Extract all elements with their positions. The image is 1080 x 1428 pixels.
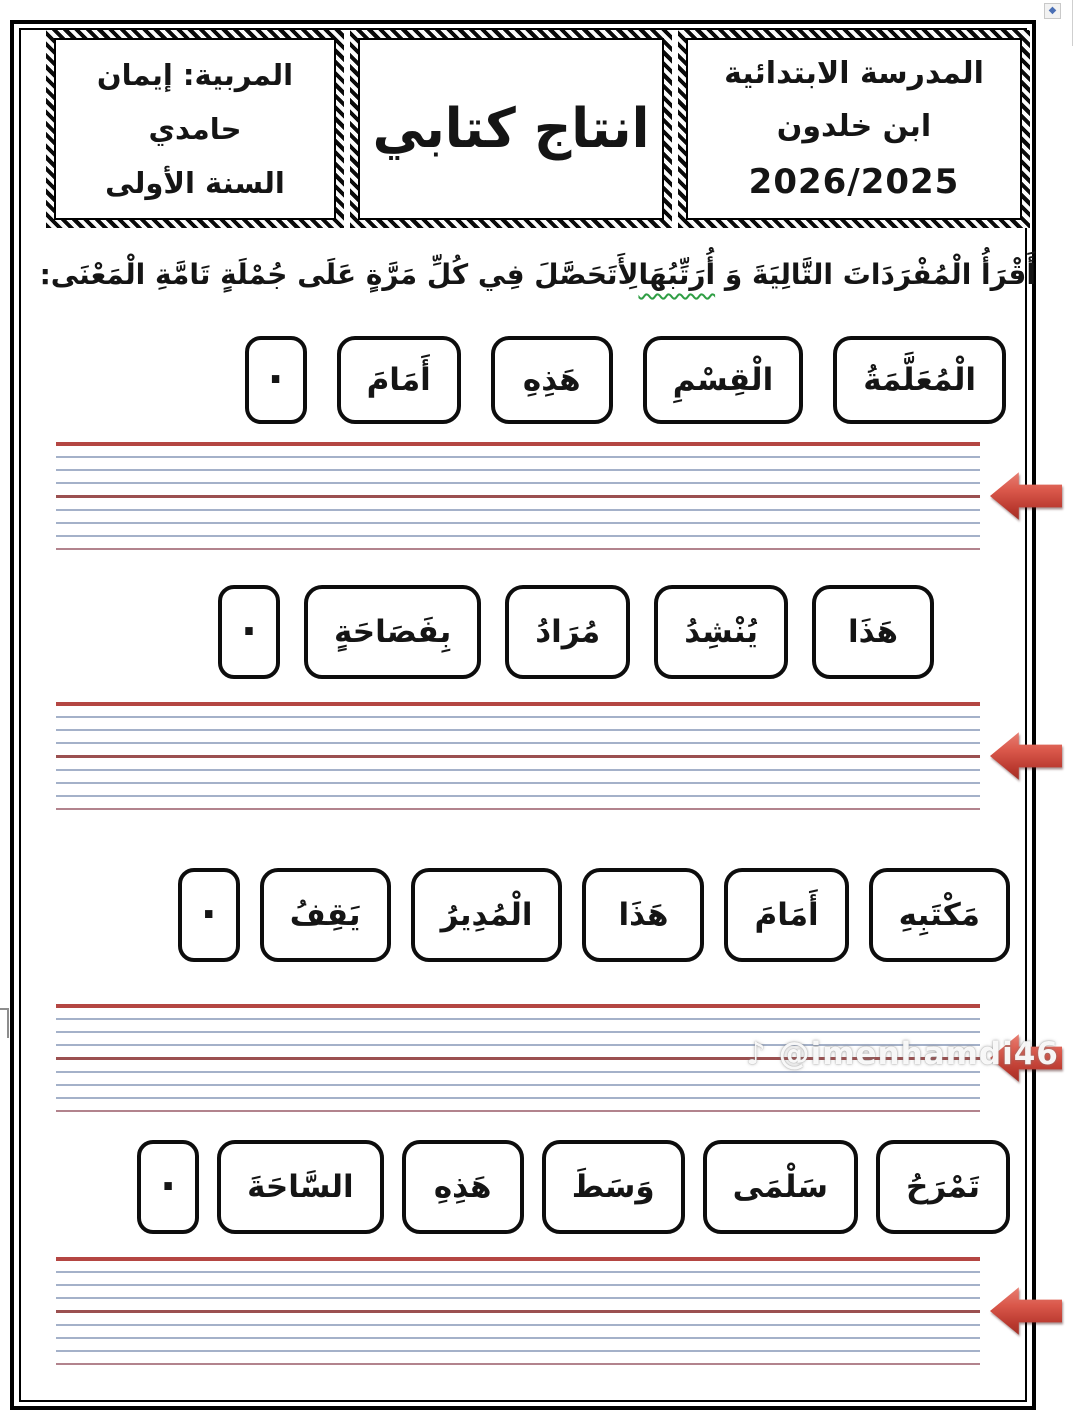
word-label: أَمَامَ <box>754 897 819 933</box>
misspelled-word: أُرَتِّبُهَا <box>638 258 716 291</box>
writing-lines-1 <box>56 440 980 552</box>
instruction-text <box>36 258 1036 291</box>
viewer-scroll-icon[interactable] <box>1044 3 1061 19</box>
word-label: مُرَادُ <box>535 614 601 650</box>
period-label: . <box>240 595 257 645</box>
word-label: يَقِفُ <box>289 897 361 933</box>
exercise-4-word-row <box>137 1140 1010 1234</box>
word-label: هَذَا <box>847 614 899 650</box>
word-label: أَمَامَ <box>366 362 431 398</box>
scroll-glyph-icon: ◆ <box>1048 5 1057 16</box>
watermark-handle: @imenhamdi46 <box>778 1036 1059 1072</box>
left-edge-mark <box>0 1008 9 1038</box>
left-arrow-icon <box>990 469 1062 523</box>
word-card <box>491 336 613 424</box>
school-name-line2: ابن خلدون <box>776 109 932 144</box>
word-card <box>217 1140 384 1234</box>
left-arrow-icon <box>990 729 1062 783</box>
teacher-name-line1: المربية: إيمان <box>96 58 294 92</box>
word-label: هَذِهِ <box>433 1169 492 1205</box>
word-card <box>869 868 1010 962</box>
word-label: هَذِهِ <box>522 362 581 398</box>
word-label: الْمُعَلَّمَةُ <box>863 362 976 398</box>
word-card <box>643 336 803 424</box>
teacher-name-line2: حامدي <box>148 112 242 146</box>
page-title: انتاج كتابي <box>372 97 650 161</box>
word-label: بِفَصَاحَةٍ <box>333 614 452 650</box>
school-name-line1: المدرسة الابتدائية <box>724 56 984 91</box>
word-card <box>833 336 1006 424</box>
period-label: . <box>267 343 284 393</box>
watermark <box>746 1036 1059 1072</box>
word-card <box>402 1140 524 1234</box>
word-card <box>411 868 563 962</box>
word-card <box>505 585 630 679</box>
word-label: السَّاحَةَ <box>247 1169 354 1205</box>
period-card <box>245 336 307 424</box>
word-label: وَسَطَ <box>571 1169 655 1205</box>
word-card <box>654 585 788 679</box>
word-label: سَلْمَى <box>732 1169 828 1205</box>
word-label: هَذَا <box>618 897 669 933</box>
word-card <box>542 1140 685 1234</box>
school-year: 2026/2025 <box>748 162 960 202</box>
word-label: الْقِسْمِ <box>672 362 774 398</box>
word-card <box>812 585 934 679</box>
arrow-shape <box>990 1284 1062 1338</box>
word-card <box>582 868 704 962</box>
word-label: تَمْرَحُ <box>905 1169 980 1205</box>
period-card <box>178 868 240 962</box>
period-card <box>218 585 280 679</box>
instruction-prefix: أَقْرَأُ الْمُفْرَدَاتَ التَّالِيَةَ وَ <box>715 258 1036 291</box>
period-label: . <box>160 1150 177 1200</box>
arrow-shape <box>990 729 1062 783</box>
period-label: . <box>200 878 217 928</box>
word-card <box>337 336 461 424</box>
writing-lines-4 <box>56 1255 980 1367</box>
teacher-info-box <box>46 30 344 228</box>
instruction-suffix: لِأَتَحَصَّلَ فِي كُلِّ مَرَّةٍ عَلَى جُمْلَةٍ تَامَّةِ الْمَعْنَى: <box>39 258 639 291</box>
word-card <box>304 585 481 679</box>
viewer-edge-line <box>1072 0 1073 46</box>
title-box <box>350 30 672 228</box>
exercise-1-word-row <box>245 336 1006 424</box>
grade-level: السنة الأولى <box>105 166 285 200</box>
writing-lines-2 <box>56 700 980 812</box>
left-arrow-icon <box>990 1284 1062 1338</box>
arrow-shape <box>990 469 1062 523</box>
exercise-2-word-row <box>218 585 934 679</box>
music-note-icon: ♪ <box>746 1036 779 1072</box>
exercise-3-word-row <box>178 868 1010 962</box>
word-card <box>724 868 848 962</box>
worksheet-header <box>46 30 1030 228</box>
school-info-box <box>678 30 1030 228</box>
period-card <box>137 1140 199 1234</box>
word-label: مَكْتَبِهِ <box>898 897 980 933</box>
word-card <box>260 868 391 962</box>
word-card <box>876 1140 1010 1234</box>
word-label: الْمُدِيرُ <box>440 897 533 933</box>
word-card <box>703 1140 858 1234</box>
word-label: يُنْشِدُ <box>684 614 758 650</box>
